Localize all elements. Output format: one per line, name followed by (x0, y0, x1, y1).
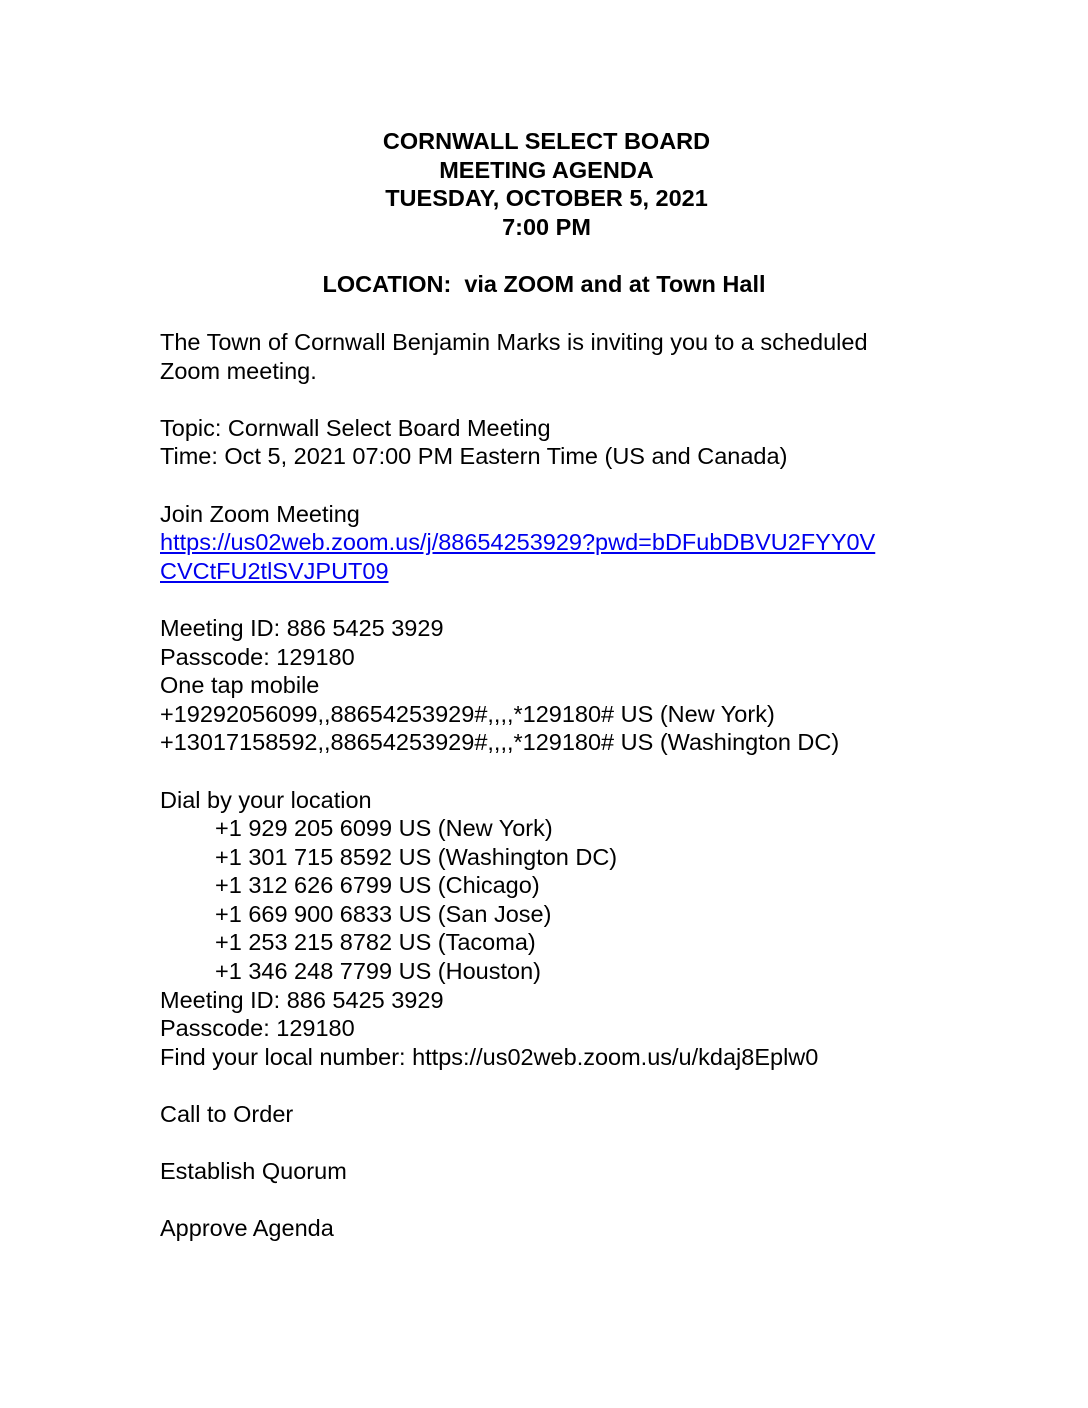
agenda-item-approve-agenda: Approve Agenda (160, 1215, 334, 1242)
agenda-header (0, 127, 1088, 241)
dial-number: +1 253 215 8782 US (Tacoma) (215, 929, 536, 956)
dial-by-location-label: Dial by your location (160, 786, 372, 813)
agenda-item-establish-quorum: Establish Quorum (160, 1158, 347, 1185)
passcode: Passcode: 129180 (160, 643, 355, 670)
dial-number: +1 312 626 6799 US (Chicago) (215, 872, 540, 899)
meeting-time-zone: Time: Oct 5, 2021 07:00 PM Eastern Time (US and Canada) (160, 443, 788, 470)
invite-line-2: Zoom meeting. (160, 357, 317, 384)
dial-number: +1 929 205 6099 US (New York) (215, 815, 553, 842)
one-tap-label: One tap mobile (160, 672, 320, 699)
join-zoom-link[interactable] (160, 528, 940, 585)
meeting-id: Meeting ID: 886 5425 3929 (160, 986, 444, 1013)
join-link-line-1[interactable]: https://us02web.zoom.us/j/88654253929?pwd=bDFubDBVU2FYY0V (160, 529, 876, 556)
dial-number: +1 669 900 6833 US (San Jose) (215, 900, 552, 927)
one-tap-number: +13017158592,,88654253929#,,,,*129180# US (Washington DC) (160, 729, 840, 756)
meeting-date: TUESDAY, OCTOBER 5, 2021 (385, 185, 708, 212)
meeting-location: LOCATION: via ZOOM and at Town Hall (322, 271, 766, 297)
meeting-time: 7:00 PM (502, 213, 591, 240)
meeting-topic: Topic: Cornwall Select Board Meeting (160, 414, 551, 441)
dial-number: +1 301 715 8592 US (Washington DC) (215, 843, 618, 870)
one-tap-number: +19292056099,,88654253929#,,,,*129180# US (New York) (160, 700, 775, 727)
join-link-line-2[interactable]: CVCtFU2tlSVJPUT09 (160, 557, 389, 584)
board-name: CORNWALL SELECT BOARD (382, 128, 711, 154)
agenda-item-call-to-order: Call to Order (160, 1101, 294, 1128)
document-title: MEETING AGENDA (439, 156, 654, 183)
invite-line-1: The Town of Cornwall Benjamin Marks is inviting you to a scheduled (160, 329, 868, 355)
meeting-id: Meeting ID: 886 5425 3929 (160, 614, 444, 641)
agenda-body (160, 328, 940, 1243)
join-zoom-label: Join Zoom Meeting (160, 500, 360, 527)
passcode: Passcode: 129180 (160, 1015, 355, 1042)
dial-number: +1 346 248 7799 US (Houston) (215, 958, 541, 985)
find-local-number: Find your local number: https://us02web.zoom.us/u/kdaj8Eplw0 (160, 1043, 819, 1070)
